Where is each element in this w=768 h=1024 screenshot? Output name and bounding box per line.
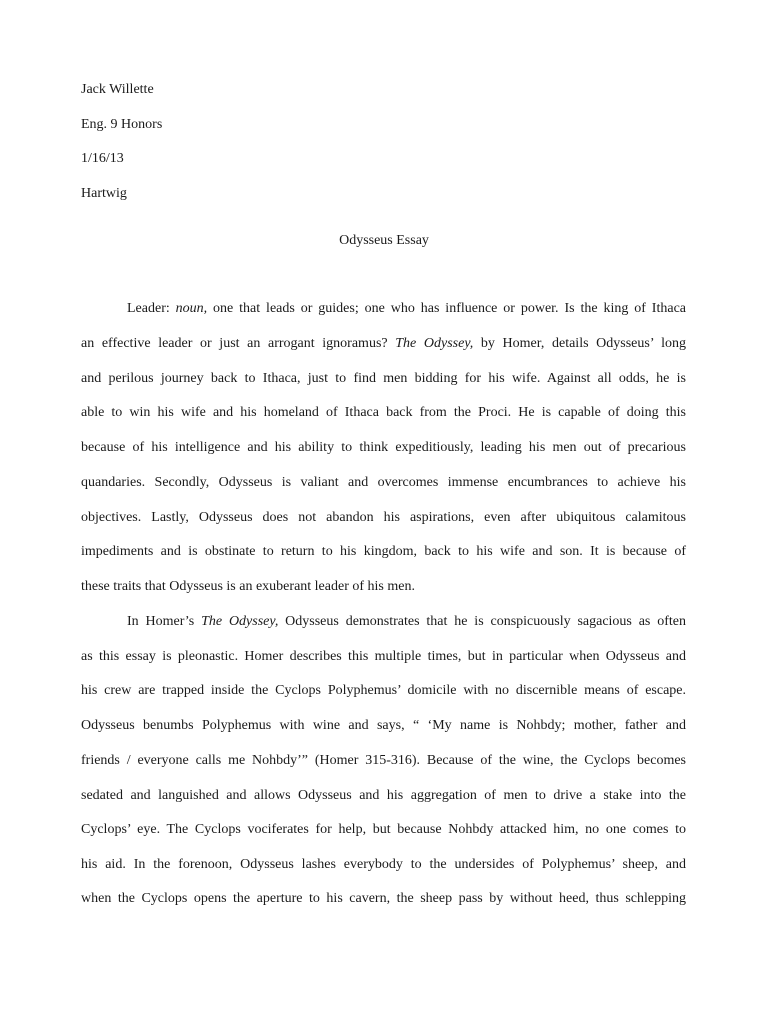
paragraph-1-line-2: [81, 335, 686, 353]
paragraph-1-line-8: impediments and is obstinate to return to his kingdom, back to his wife and son. It is because of: [81, 544, 686, 559]
text-run: one that leads or guides; one who has influence or power. Is the king of Ithaca: [207, 301, 687, 316]
italic-text-run: The Odyssey,: [201, 614, 279, 629]
paragraph-1-line-6: quandaries. Secondly, Odysseus is valiant and overcomes immense encumbrances to achieve his: [81, 475, 686, 490]
text-run: by Homer, details Odysseus’ long: [473, 336, 686, 351]
italic-text-run: noun,: [175, 301, 208, 316]
essay-title: Odysseus Essay: [339, 233, 429, 248]
paragraph-1-line-1: [127, 300, 686, 318]
text-run: In Homer’s: [127, 614, 202, 629]
paragraph-1-line-3: and perilous journey back to Ithaca, just to find men bidding for his wife. Against all odds, he is: [81, 371, 686, 386]
text-run: an effective leader or just an arrogant ignoramus?: [81, 336, 396, 351]
paragraph-2-line-3: his crew are trapped inside the Cyclops Polyphemus’ domicile with no discernible means of escape.: [81, 683, 686, 698]
paragraph-2-line-6: sedated and languished and allows Odysseus and his aggregation of men to drive a stake into the: [81, 788, 686, 803]
paragraph-2-line-8: his aid. In the forenoon, Odysseus lashes everybody to the undersides of Polyphemus’ sheep, and: [81, 857, 686, 872]
paragraph-1-line-5: because of his intelligence and his ability to think expeditiously, leading his men out of precarious: [81, 440, 686, 455]
author-name: Jack Willette: [81, 82, 154, 97]
paragraph-2-line-2: as this essay is pleonastic. Homer describes this multiple times, but in particular when Odysseus and: [81, 649, 686, 664]
paragraph-1-line-4: able to win his wife and his homeland of Ithaca back from the Proci. He is capable of doing this: [81, 405, 686, 420]
course-name: Eng. 9 Honors: [81, 117, 163, 132]
teacher-name: Hartwig: [81, 186, 127, 201]
text-run: Leader:: [127, 301, 176, 316]
paragraph-2-line-7: Cyclops’ eye. The Cyclops vociferates for help, but because Nohbdy attacked him, no one comes to: [81, 822, 686, 837]
italic-text-run: The Odyssey,: [395, 336, 474, 351]
paragraph-2-line-4: Odysseus benumbs Polyphemus with wine and says, “ ‘My name is Nohbdy; mother, father and: [81, 718, 686, 733]
text-run: Odysseus demonstrates that he is conspicuously sagacious as often: [278, 614, 686, 629]
paragraph-2-line-5: friends / everyone calls me Nohbdy’” (Homer 315-316). Because of the wine, the Cyclops becomes: [81, 753, 686, 768]
paragraph-2-line-1: [127, 613, 686, 631]
paragraph-2-line-9: when the Cyclops opens the aperture to his cavern, the sheep pass by without heed, thus schlepping: [81, 891, 686, 906]
essay-date: 1/16/13: [81, 151, 124, 166]
paragraph-1-line-7: objectives. Lastly, Odysseus does not abandon his aspirations, even after ubiquitous calamitous: [81, 510, 686, 525]
paragraph-1-line-9: these traits that Odysseus is an exuberant leader of his men.: [81, 579, 415, 594]
